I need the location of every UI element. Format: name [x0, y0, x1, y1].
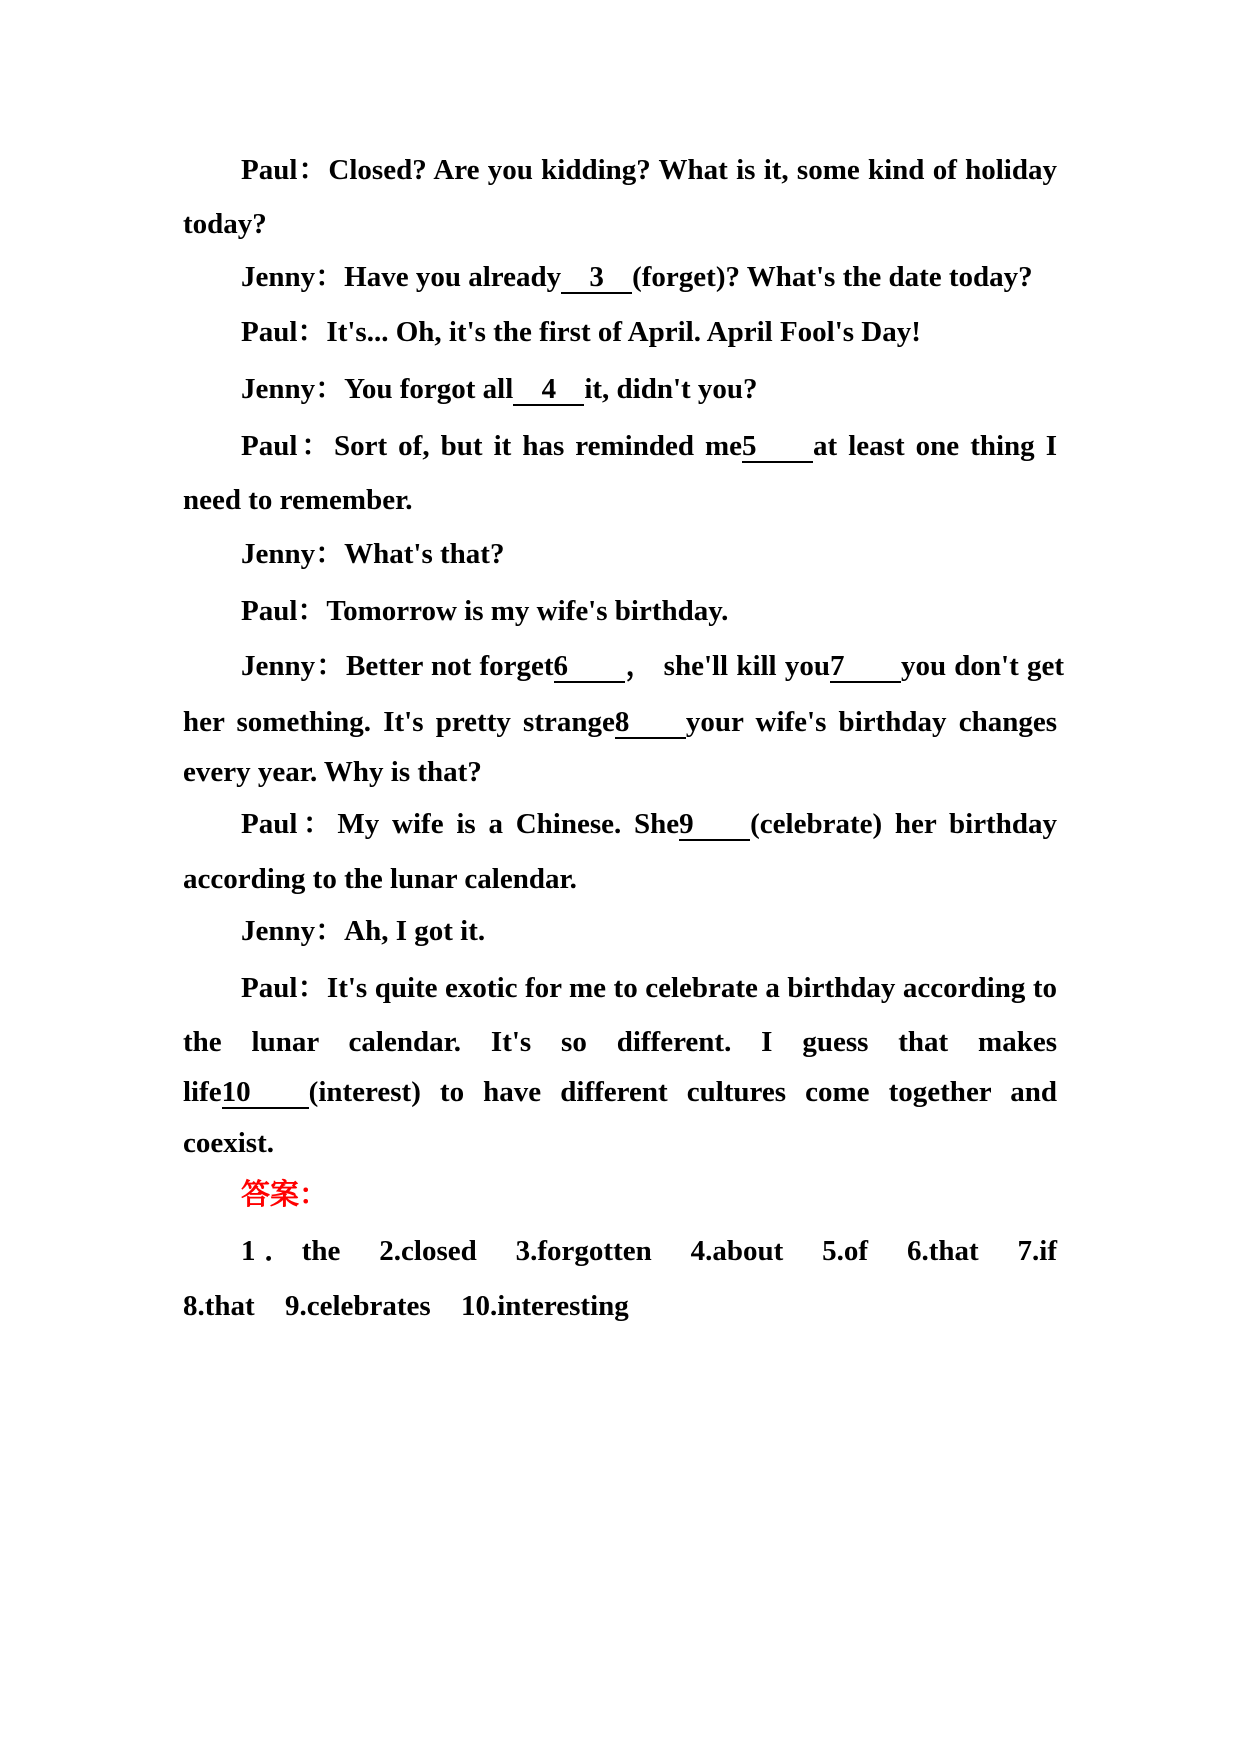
answer-heading [183, 1168, 1057, 1222]
answer-item: 7.if [1017, 1235, 1057, 1267]
dialogue-text: need to remember. [183, 484, 413, 516]
dialogue-text: You forgot all [344, 373, 514, 405]
dialogue-line [183, 695, 1057, 749]
answer-item: 8.that [183, 1290, 255, 1322]
speaker-label: Paul： [241, 808, 338, 840]
answer-blank: 3 [561, 263, 632, 294]
dialogue-text: every year. Why is that? [183, 756, 482, 788]
dialogue-text: Sort of, but it has reminded me [333, 430, 743, 462]
dialogue-text: your wife's birthday changes [685, 706, 1057, 738]
dialogue-text: It's quite exotic for me to celebrate a birthday according to [326, 972, 1057, 1004]
dialogue-line [183, 197, 1057, 251]
dialogue-text: Ah, I got it. [344, 915, 486, 947]
dialogue-text: (celebrate) her birthday [750, 808, 1057, 840]
dialogue-text: life [183, 1076, 222, 1108]
dialogue-text: (interest) to have different cultures come together and [308, 1076, 1057, 1108]
answer-blank: 4 [513, 375, 584, 406]
dialogue-line [183, 1015, 1057, 1069]
answer-item: 10.interesting [460, 1290, 629, 1322]
answer-blank: 8 [615, 708, 686, 739]
dialogue-text: Closed? Are you kidding? What is it, some kind of holiday [328, 154, 1057, 186]
answer-blank: 9 [679, 810, 750, 841]
dialogue-text: you don't get [900, 650, 1064, 682]
speaker-label: Paul： [241, 972, 327, 1004]
speaker-label: Jenny： [241, 373, 345, 405]
answer-blank: 6 [554, 652, 625, 683]
dialogue-line [183, 419, 1057, 473]
answer-key-line [183, 1279, 1057, 1333]
dialogue-text: at least one thing I [813, 430, 1057, 462]
answer-key-line [183, 1224, 1057, 1278]
dialogue-line [183, 473, 1057, 527]
speaker-label: Jenny： [241, 538, 345, 570]
dialogue-line [183, 745, 1057, 799]
dialogue-text: (forget)? What's the date today? [632, 261, 1033, 293]
speaker-label: Jenny： [241, 650, 347, 682]
dialogue-line [183, 904, 1057, 958]
dialogue-text: What's that? [344, 538, 505, 570]
answer-blank: 7 [830, 652, 901, 683]
answer-item: 6.that [906, 1235, 979, 1267]
speaker-label: Paul： [241, 154, 329, 186]
answer-blank: 10 [222, 1078, 309, 1109]
dialogue-line [183, 305, 1057, 359]
dialogue-line [183, 250, 1057, 304]
dialogue-line [183, 639, 1064, 693]
dialogue-line [183, 143, 1057, 197]
dialogue-line [183, 1065, 1057, 1119]
answer-label: 答案： [241, 1179, 329, 1211]
dialogue-text: ， she'll kill you [624, 650, 830, 682]
dialogue-text: Better not forget [346, 650, 554, 682]
speaker-label: Paul： [241, 430, 334, 462]
speaker-label: Paul： [241, 316, 327, 348]
dialogue-text: Tomorrow is my wife's birthday. [326, 595, 729, 627]
dialogue-line [183, 362, 1057, 416]
dialogue-text: the lunar calendar. It's so different. I guess that makes [183, 1026, 1057, 1058]
dialogue-text: according to the lunar calendar. [183, 863, 577, 895]
dialogue-line [183, 584, 1057, 638]
answer-item: 2.closed [379, 1235, 477, 1267]
answer-item: 3.forgotten [515, 1235, 652, 1267]
dialogue-text: today? [183, 208, 267, 240]
answer-item: 1．the [241, 1235, 341, 1267]
dialogue-text: it, didn't you? [584, 373, 758, 405]
dialogue-line [183, 527, 1057, 581]
dialogue-line [183, 961, 1057, 1015]
answer-item: 5.of [822, 1235, 869, 1267]
answer-item: 4.about [690, 1235, 784, 1267]
dialogue-line [183, 852, 1057, 906]
answer-item: 9.celebrates [284, 1290, 431, 1322]
speaker-label: Jenny： [241, 261, 345, 293]
dialogue-text: coexist. [183, 1127, 274, 1159]
dialogue-line [183, 1116, 1057, 1170]
dialogue-text: Have you already [344, 261, 562, 293]
dialogue-text: It's... Oh, it's the first of April. April Fool's Day! [326, 316, 921, 348]
dialogue-text: her something. It's pretty strange [183, 706, 615, 738]
speaker-label: Paul： [241, 595, 327, 627]
answer-blank: 5 [742, 432, 813, 463]
dialogue-line [183, 797, 1057, 851]
dialogue-text: My wife is a Chinese. She [337, 808, 680, 840]
speaker-label: Jenny： [241, 915, 345, 947]
